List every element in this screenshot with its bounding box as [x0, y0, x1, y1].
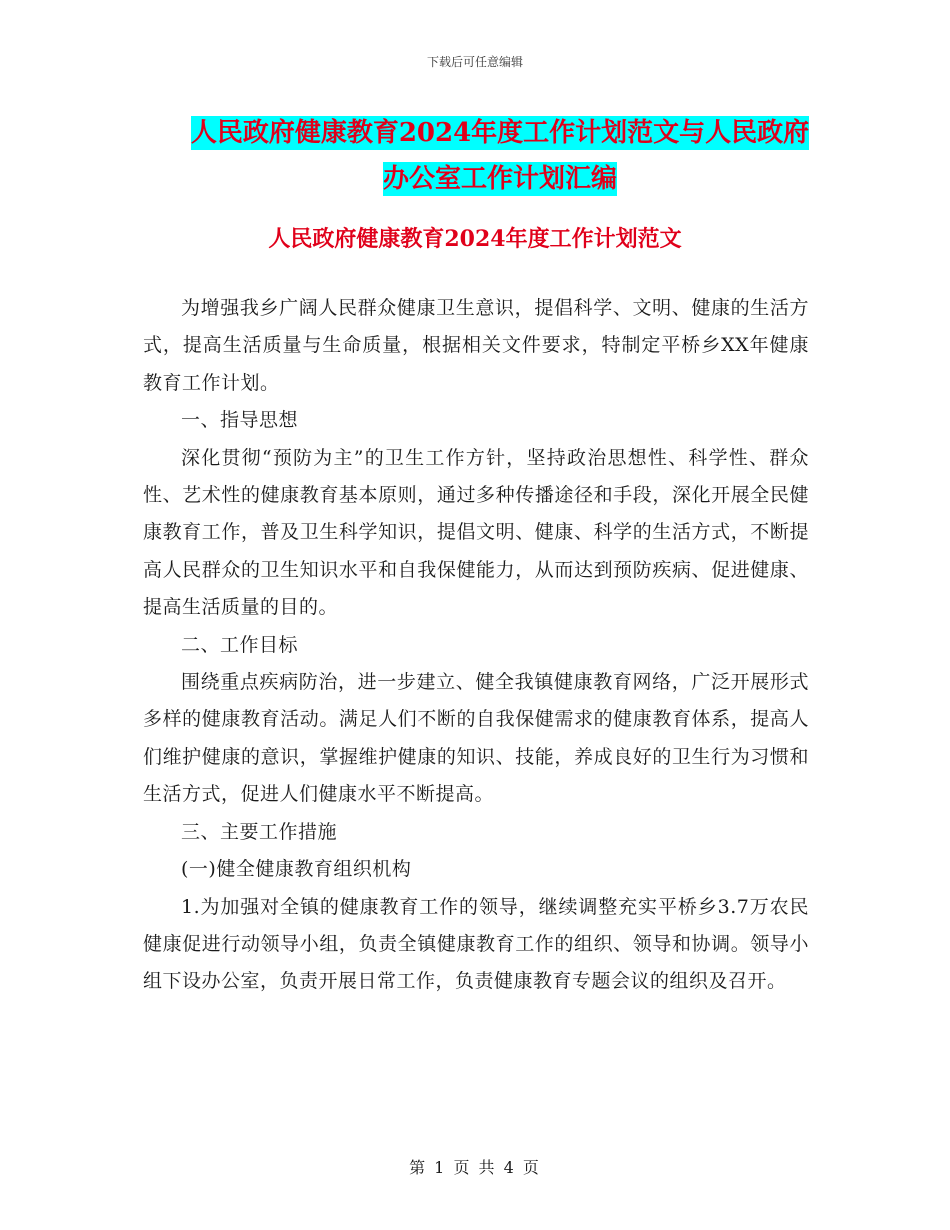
subheading-organization: (一)健全健康教育组织机构 [181, 858, 412, 881]
document-title [120, 110, 880, 202]
page-number: 第 1 页 共 4 页 [409, 1158, 541, 1177]
header-note: 下载后可任意编辑 [426, 55, 523, 69]
paragraph-work-goals: 围绕重点疾病防治，进一步建立、健全我镇健康教育网络，广泛开展形式多样的健康教育活动。满足人们不断的自我保健需求的健康教育体系，提高人们维护健康的意识，掌握维护健康的知识、技能，养成良好的卫生行为习惯和生活方式，促进人们健康水平不断提高。 [143, 671, 809, 806]
document-body [143, 290, 809, 1001]
heading-main-measures: 三、主要工作措施 [181, 820, 338, 843]
paragraph-intro: 为增强我乡广阔人民群众健康卫生意识，提倡科学、文明、健康的生活方式，提高生活质量与生命质量，根据相关文件要求，特制定平桥乡XX年健康教育工作计划。 [143, 297, 809, 394]
paragraph-guiding-ideology: 深化贯彻“预防为主”的卫生工作方针，坚持政治思想性、科学性、群众性、艺术性的健康教育基本原则，通过多种传播途径和手段，深化开展全民健康教育工作，普及卫生科学知识，提倡文明、健康、科学的生活方式，不断提高人民群众的卫生知识水平和自我保健能力，从而达到预防疾病、促进健康、提高生活质量的目的。 [143, 446, 809, 619]
heading-guiding-ideology: 一、指导思想 [181, 409, 299, 432]
paragraph-organization-item-1: 1.为加强对全镇的健康教育工作的领导，继续调整充实平桥乡3.7万农民健康促进行动领导小组，负责全镇健康教育工作的组织、领导和协调。领导小组下设办公室，负责开展日常工作，负责健康教育专题会议的组织及召开。 [143, 895, 809, 993]
document-title-line-1: 人民政府健康教育2024年度工作计划范文与人民政府 [190, 118, 810, 148]
document-title-line-2: 办公室工作计划汇编 [382, 164, 617, 194]
section-title: 人民政府健康教育2024年度工作计划范文 [268, 226, 682, 252]
heading-work-goals: 二、工作目标 [181, 633, 299, 656]
